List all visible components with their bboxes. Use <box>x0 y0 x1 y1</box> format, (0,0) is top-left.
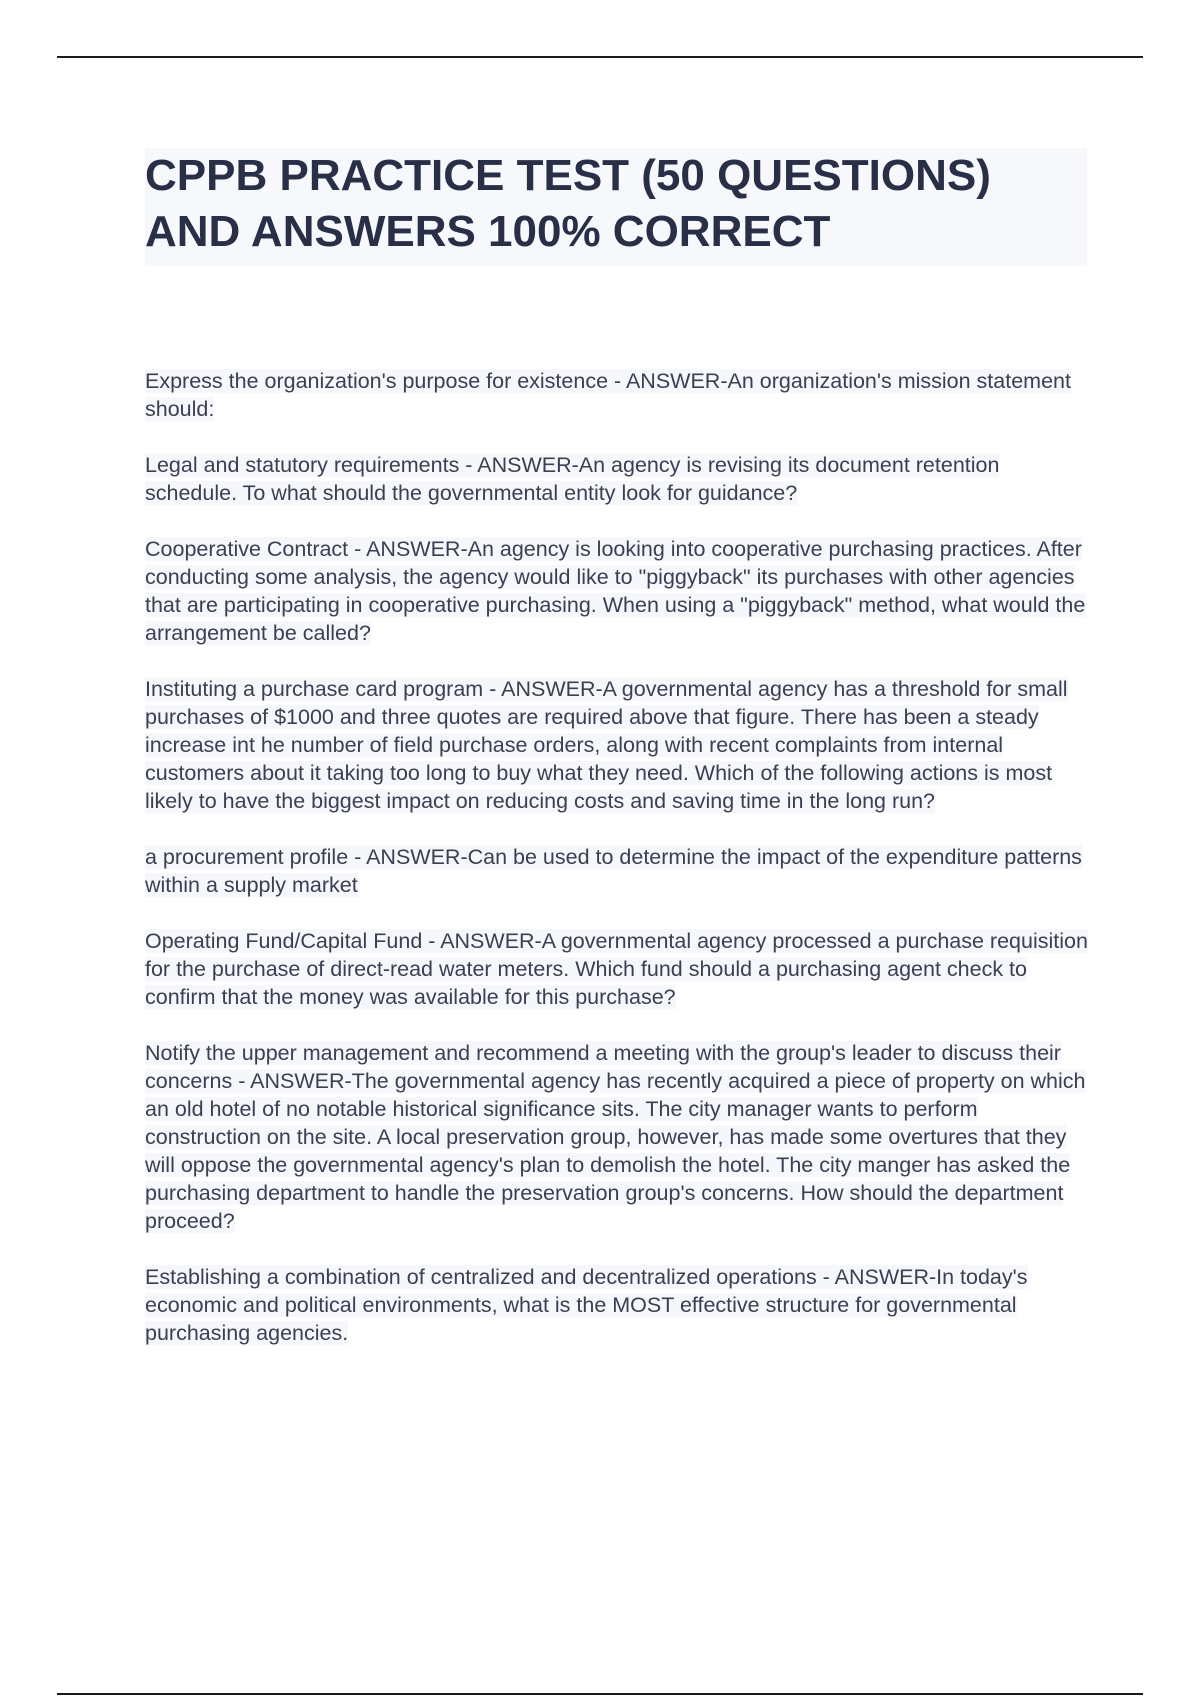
qa-item-5 <box>145 843 1095 899</box>
qa-list <box>145 367 1095 1375</box>
qa-item-1 <box>145 367 1095 423</box>
qa-item-4 <box>145 675 1095 815</box>
qa-item-7 <box>145 1039 1095 1235</box>
qa-text-6: Operating Fund/Capital Fund - ANSWER-A governmental agency processed a purchase requisition for the purchase of direct-read water meters. Which fund should a purchasing agent check to confirm that the money was available for this purchase? <box>145 929 1088 1009</box>
qa-item-3 <box>145 535 1095 647</box>
qa-item-6 <box>145 927 1095 1011</box>
bottom-rule <box>57 1693 1143 1695</box>
top-rule <box>57 56 1143 58</box>
title-block <box>145 148 1087 266</box>
qa-item-8 <box>145 1263 1095 1347</box>
qa-text-8: Establishing a combination of centralized and decentralized operations - ANSWER-In today's economic and political environments, what is the MOST effective structure for governmental purchasing agencies. <box>145 1265 1028 1345</box>
qa-text-4: Instituting a purchase card program - ANSWER-A governmental agency has a threshold for small purchases of $1000 and three quotes are required above that figure. There has been a steady increase int he number of field purchase orders, along with recent complaints from internal customers about it taking too long to buy what they need. Which of the following actions is most likely to have the biggest impact on reducing costs and saving time in the long run? <box>145 677 1068 813</box>
qa-text-3: Cooperative Contract - ANSWER-An agency is looking into cooperative purchasing practices. After conducting some analysis, the agency would like to "piggyback" its purchases with other agencies that are participating in cooperative purchasing. When using a "piggyback" method, what would the arrangement be called? <box>145 537 1086 645</box>
qa-text-1: Express the organization's purpose for existence - ANSWER-An organization's mission statement should: <box>145 369 1071 421</box>
document-title: CPPB PRACTICE TEST (50 QUESTIONS) AND ANSWERS 100% CORRECT <box>145 151 991 256</box>
qa-text-7: Notify the upper management and recommend a meeting with the group's leader to discuss their concerns - ANSWER-The governmental agency has recently acquired a piece of property on which an old hotel of no notable historical significance sits. The city manager wants to perform construction on the site. A local preservation group, however, has made some overtures that they will oppose the governmental agency's plan to demolish the hotel. The city manger has asked the purchasing department to handle the preservation group's concerns. How should the department proceed? <box>145 1041 1086 1233</box>
qa-item-2 <box>145 451 1095 507</box>
qa-text-2: Legal and statutory requirements - ANSWER-An agency is revising its document retention schedule. To what should the governmental entity look for guidance? <box>145 453 1000 505</box>
qa-text-5: a procurement profile - ANSWER-Can be used to determine the impact of the expenditure patterns within a supply market <box>145 845 1082 897</box>
